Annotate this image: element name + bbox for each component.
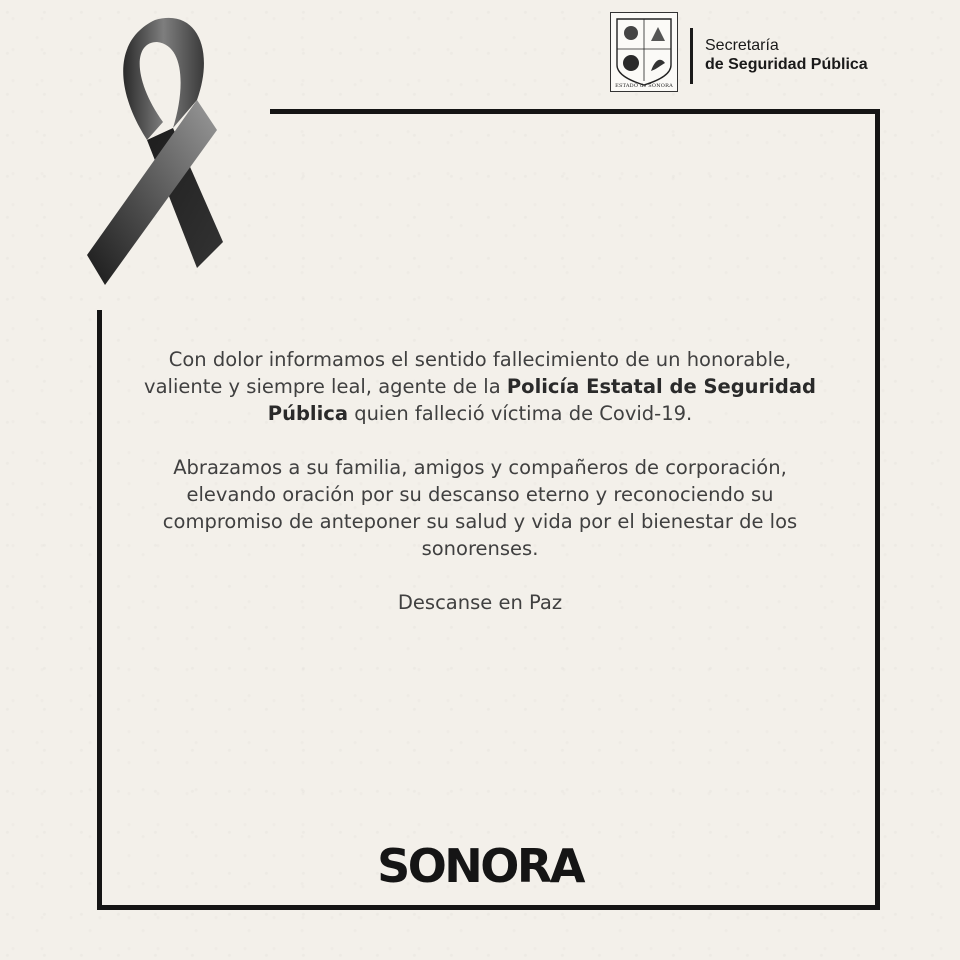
- crest-caption: ESTADO de SONORA: [615, 83, 673, 89]
- sonora-wordmark-text: SONORA: [377, 839, 583, 893]
- secretaria-logo: [610, 12, 880, 94]
- frame-top: [270, 109, 880, 114]
- mourning-ribbon-icon: [85, 10, 230, 290]
- frame-left: [97, 310, 102, 910]
- message-paragraph-2: Abrazamos a su familia, amigos y compañeros de corporación, elevando oración por su descanso eterno y reconociendo su compromiso de anteponer su salud y vida por el bienestar de los sonorenses.: [162, 456, 798, 560]
- sonora-wordmark: [373, 838, 587, 896]
- header-title-line2: de Seguridad Pública: [705, 56, 868, 73]
- message-p1-bold: Policía Estatal de Seguridad Pública: [267, 375, 816, 425]
- condolence-message: [130, 346, 830, 643]
- message-p1-part2: quien falleció víctima de Covid-19.: [348, 402, 693, 425]
- message-p1-part1: Con dolor informamos el sentido fallecimiento de un honorable, valiente y siempre leal, agente de la: [144, 348, 792, 398]
- header-title-line1: Secretaría: [705, 37, 779, 54]
- frame-bottom: [97, 905, 880, 910]
- state-crest-icon: [610, 12, 678, 92]
- message-closing: Descanse en Paz: [397, 591, 563, 614]
- message-paragraph-1: [130, 346, 830, 427]
- frame-right: [875, 109, 880, 910]
- header-divider: [690, 28, 693, 84]
